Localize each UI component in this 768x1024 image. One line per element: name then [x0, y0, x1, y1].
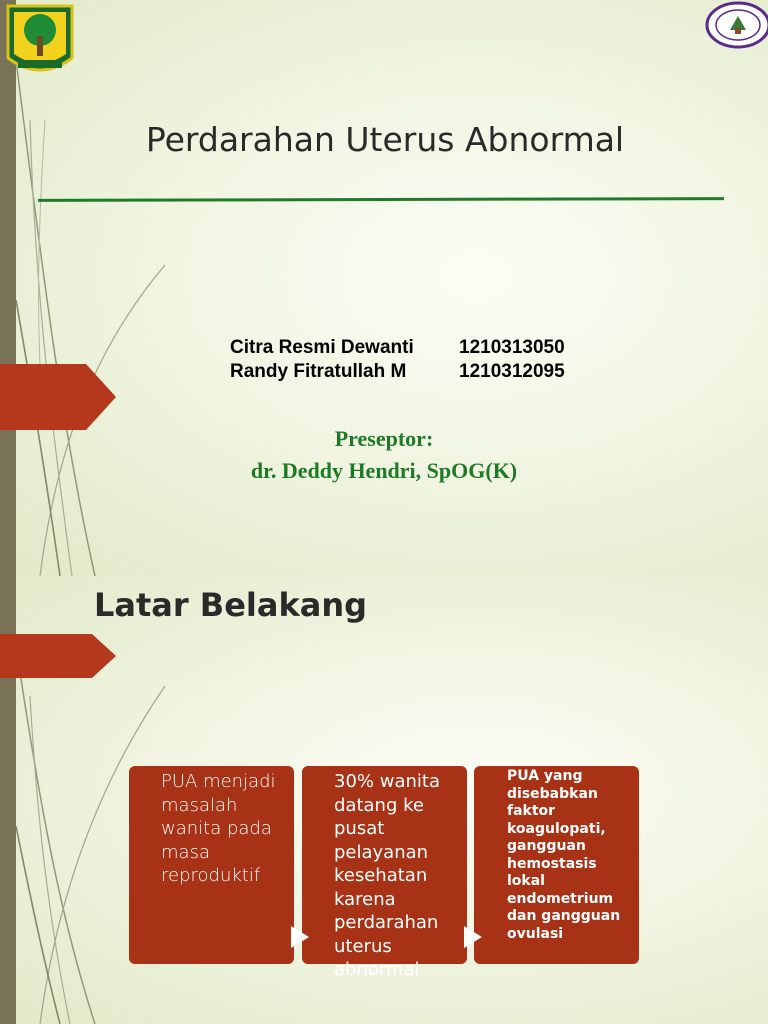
accent-arrow-tab [0, 634, 116, 678]
author-name: Citra Resmi Dewanti [230, 337, 414, 358]
info-card [474, 766, 639, 964]
author-id: 1210313050 [459, 337, 565, 358]
author-row [230, 360, 565, 384]
preceptor-name: dr. Deddy Hendri, SpOG(K) [250, 458, 518, 483]
triangle-right-icon [289, 924, 311, 950]
author-name: Randy Fitratullah M [230, 361, 407, 382]
card-text: 30% wanita datang ke pusat pelayanan kesehatan karena perdarahan uterus abnormal [334, 771, 440, 980]
info-card [129, 766, 294, 964]
card-text: PUA menjadi masalah wanita pada masa reproduktif [161, 771, 276, 886]
author-id: 1210312095 [459, 361, 565, 382]
slide-title: Perdarahan Uterus Abnormal [145, 120, 625, 159]
info-card [302, 766, 467, 980]
preceptor-label: Preseptor: [334, 426, 434, 451]
hospital-logo-icon [702, 0, 768, 50]
card-text: PUA yang disebabkan faktor koagulopati, gangguan hemostasis lokal endometrium dan gangguan ovulasi [507, 768, 621, 942]
triangle-right-icon [462, 924, 484, 950]
author-row [230, 336, 565, 360]
title-divider [38, 197, 724, 202]
decorative-curves [0, 0, 200, 576]
slide-title: Latar Belakang [94, 586, 368, 624]
university-logo-icon [4, 2, 76, 78]
background-slide [0, 576, 768, 1024]
authors-block [230, 336, 565, 384]
